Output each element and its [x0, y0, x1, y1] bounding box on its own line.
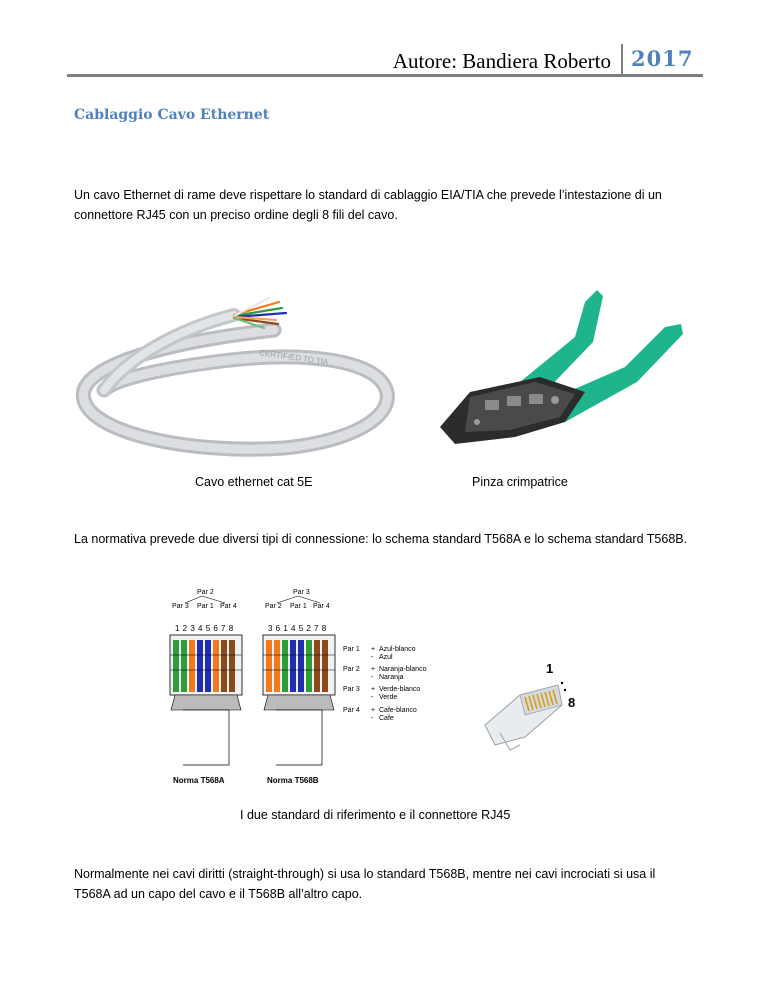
legend-pair-4: Par 4 [343, 707, 360, 714]
section-title: Cablaggio Cavo Ethernet [74, 107, 270, 123]
legend-pair-3: Par 3 [343, 686, 360, 693]
t568b-pin-numbers: 3 6 1 4 5 2 7 8 [268, 624, 327, 633]
svg-text:+: + [371, 646, 376, 653]
t568b-right-pair-label: Par 4 [313, 603, 330, 610]
rj45-connector-image [480, 655, 590, 755]
legend-pair-2: Par 2 [343, 666, 360, 673]
standards-paragraph: La normativa prevede due diversi tipi di connessione: lo schema standard T568A e lo schema standard T568B. [74, 532, 688, 546]
svg-text:-: - [371, 654, 374, 661]
crimping-tool-image [425, 282, 695, 462]
t568b-left-pair-label: Par 2 [265, 603, 282, 610]
legend-pair-2-minus: Naranja [379, 674, 404, 681]
crimper-caption: Pinza crimpatrice [472, 475, 568, 489]
t568a-label: Norma T568A [173, 776, 225, 785]
svg-text:-: - [371, 715, 374, 722]
ethernet-cable-image [64, 280, 404, 465]
legend-pair-1: Par 1 [343, 646, 360, 653]
t568b-top-pair-label: Par 3 [293, 589, 310, 596]
t568a-mid-pair-label: Par 1 [197, 603, 214, 610]
header-separator [621, 44, 623, 76]
legend-pair-3-plus: Verde-blanco [379, 686, 421, 693]
cable-print-text: CERTIFIED TO TIA [258, 348, 329, 367]
legend-pair-4-plus: Cafe-blanco [379, 707, 417, 714]
t568a-connector [170, 635, 242, 765]
legend-pair-4-minus: Cafe [379, 715, 394, 722]
rj45-pin-8-label: 8 [568, 695, 576, 710]
legend-pair-1-plus: Azul-blanco [379, 646, 416, 653]
legend-pair-3-minus: Verde [379, 694, 398, 701]
svg-text:-: - [371, 694, 374, 701]
standards-figure-caption: I due standard di riferimento e il connettore RJ45 [240, 808, 511, 822]
t568a-pin-numbers: 1 2 3 4 5 6 7 8 [175, 624, 234, 633]
header-author: Autore: Bandiera Roberto [392, 49, 611, 73]
header-rule [67, 74, 703, 77]
svg-text:+: + [371, 666, 376, 673]
header-year: 2017 [631, 46, 694, 71]
legend-pair-1-minus: Azul [379, 654, 393, 661]
t568a-top-pair-label: Par 2 [197, 589, 214, 596]
svg-text:-: - [371, 674, 374, 681]
intro-paragraph: Un cavo Ethernet di rame deve rispettare lo standard di cablaggio EIA/TIA che prevede l’intestazione di un connettore RJ45 con un preciso ordine degli 8 fili del cavo. [74, 188, 662, 222]
t568a-right-pair-label: Par 4 [220, 603, 237, 610]
wiring-standards-diagram [155, 585, 455, 790]
rj45-pin-1-label: 1 [546, 661, 554, 676]
t568b-label: Norma T568B [267, 776, 319, 785]
t568b-mid-pair-label: Par 1 [290, 603, 307, 610]
legend-pair-2-plus: Naranja-blanco [379, 666, 427, 673]
svg-text:+: + [371, 686, 376, 693]
t568a-left-pair-label: Par 3 [172, 603, 189, 610]
svg-text:+: + [371, 707, 376, 714]
pair-legend [343, 646, 427, 722]
usage-paragraph: Normalmente nei cavi diritti (straight-through) si usa lo standard T568B, mentre nei cavi incrociati si usa il T568A ad un capo del cavo e il T568B all’altro capo. [74, 867, 656, 901]
cable-caption: Cavo ethernet cat 5E [195, 475, 313, 489]
t568b-connector [263, 635, 335, 765]
cable-wires [234, 298, 286, 328]
